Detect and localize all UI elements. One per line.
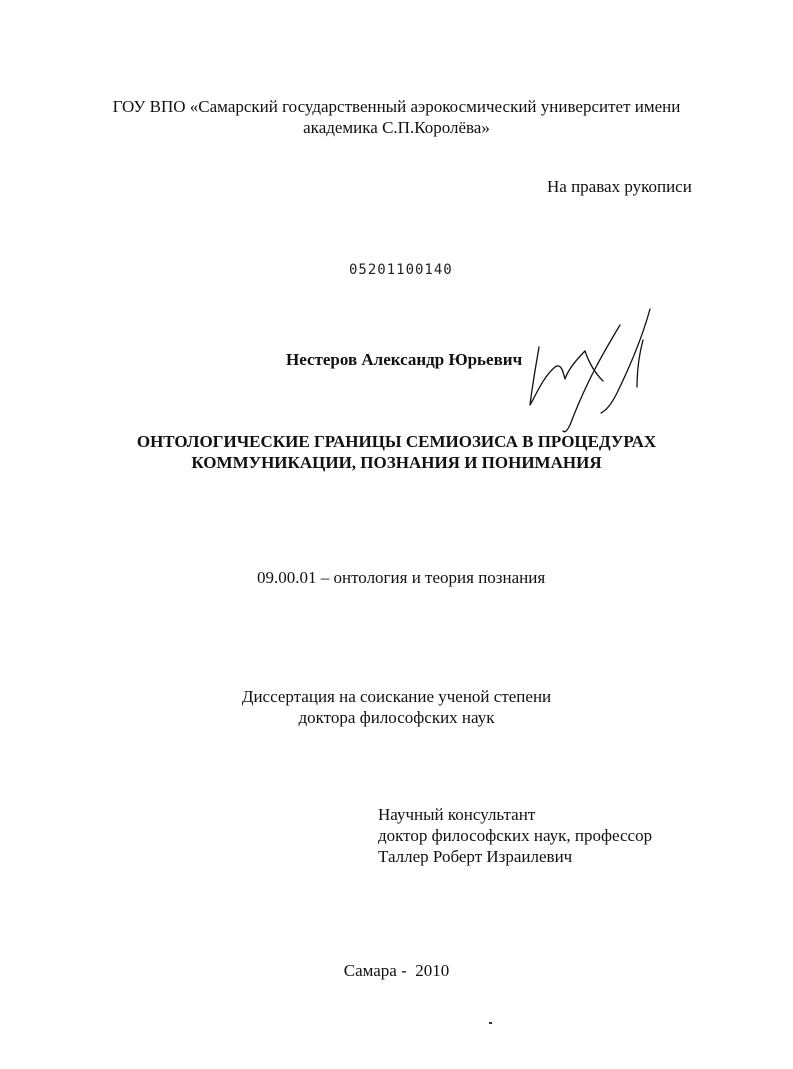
registration-number: 05201100140: [349, 262, 453, 278]
place-and-year: Самара - 2010: [343, 961, 450, 980]
degree-line-1: Диссертация на соискание ученой степени: [241, 687, 552, 706]
advisor-role: Научный консультант: [378, 805, 536, 824]
scan-speck: [489, 1022, 492, 1024]
title-line-1: ОНТОЛОГИЧЕСКИЕ ГРАНИЦЫ СЕМИОЗИСА В ПРОЦЕДУРАХ: [136, 432, 657, 451]
specialty-code: 09.00.01 – онтология и теория познания: [257, 568, 546, 587]
institution-header: [0, 96, 793, 138]
manuscript-note: На правах рукописи: [547, 177, 692, 196]
institution-line-2: академика С.П.Королёва»: [303, 118, 490, 137]
scientific-advisor: [378, 804, 652, 867]
title-line-2: КОММУНИКАЦИИ, ПОЗНАНИЯ И ПОНИМАНИЯ: [191, 453, 602, 472]
advisor-degree: доктор философских наук, профессор: [378, 826, 653, 845]
signature-image: [525, 305, 665, 435]
dissertation-title: [0, 431, 793, 473]
dissertation-degree: [0, 686, 793, 728]
institution-line-1: ГОУ ВПО «Самарский государственный аэрокосмический университет имени: [112, 97, 681, 116]
advisor-name: Таллер Роберт Израилевич: [378, 847, 573, 866]
author-name: Нестеров Александр Юрьевич: [286, 350, 523, 369]
degree-line-2: доктора философских наук: [298, 708, 495, 727]
